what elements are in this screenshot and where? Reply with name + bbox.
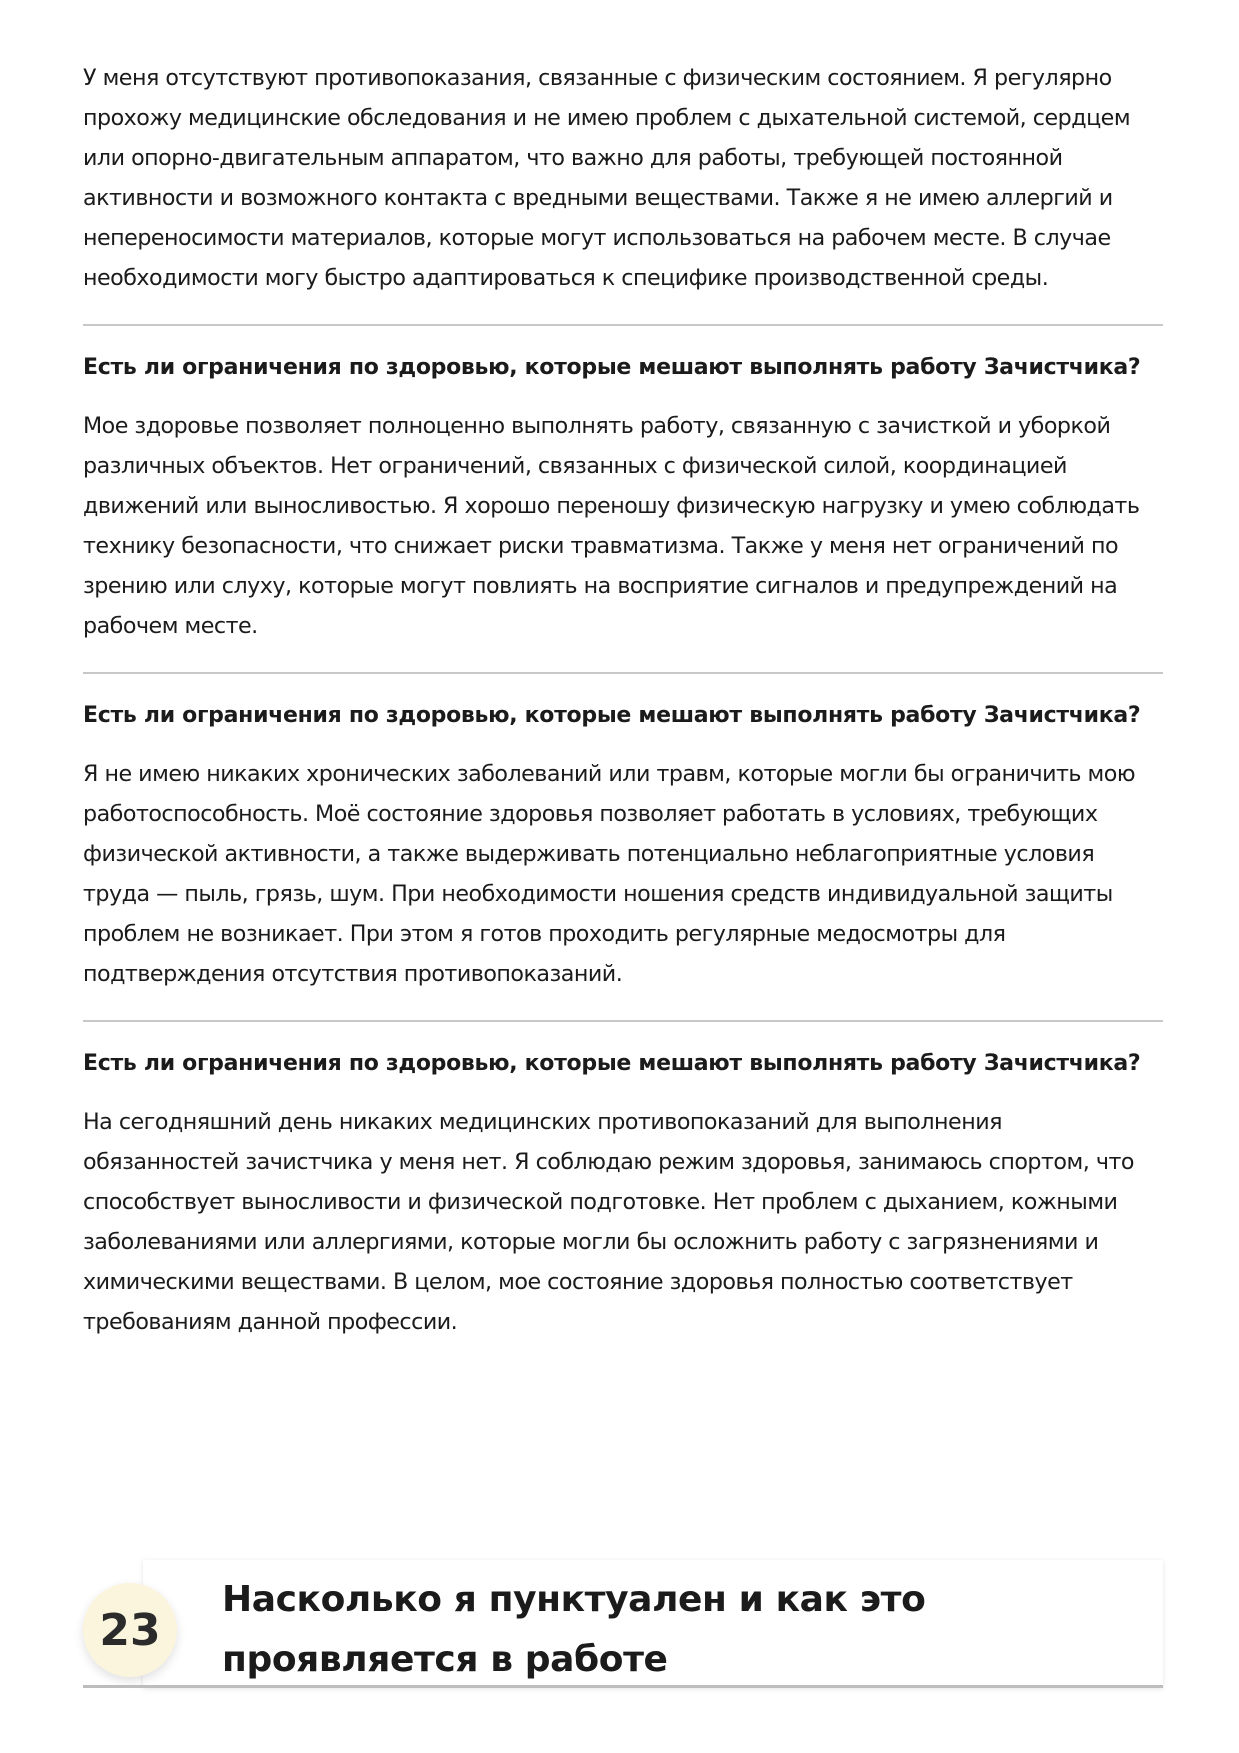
section-header xyxy=(83,1550,1163,1688)
answer-paragraph: Мое здоровье позволяет полноценно выполнять работу, связанную с зачисткой и уборкой различных объектов. Нет ограничений, связанных с физической силой, координацией движений или выносливостью. Я хорошо переношу физическую нагрузку и умею соблюдать технику безопасности, что снижает риски травматизма. Также у меня нет ограничений по зрению или слуху, которые могут повлиять на восприятие сигналов и предупреждений на рабочем месте. xyxy=(83,413,1140,639)
section-title: Насколько я пунктуален и как это проявляется в работе xyxy=(222,1579,926,1680)
divider xyxy=(83,324,1163,326)
document-body xyxy=(83,58,1163,1342)
divider xyxy=(83,1020,1163,1022)
question-heading: Есть ли ограничения по здоровью, которые мешают выполнять работу Зачистчика? xyxy=(83,355,1141,380)
section-underline xyxy=(83,1685,1163,1688)
question-heading: Есть ли ограничения по здоровью, которые мешают выполнять работу Зачистчика? xyxy=(83,1051,1141,1076)
question-heading: Есть ли ограничения по здоровью, которые мешают выполнять работу Зачистчика? xyxy=(83,703,1141,728)
answer-paragraph: Я не имею никаких хронических заболеваний или травм, которые могли бы ограничить мою работоспособность. Моё состояние здоровья позволяет работать в условиях, требующих физической активности, а также выдерживать потенциально неблагоприятные условия труда — пыль, грязь, шум. При необходимости ношения средств индивидуальной защиты проблем не возникает. При этом я готов проходить регулярные медосмотры для подтверждения отсутствия противопоказаний. xyxy=(83,761,1136,987)
answer-paragraph: На сегодняшний день никаких медицинских противопоказаний для выполнения обязанностей зачистчика у меня нет. Я соблюдаю режим здоровья, занимаюсь спортом, что способствует выносливости и физической подготовке. Нет проблем с дыханием, кожными заболеваниями или аллергиями, которые могли бы осложнить работу с загрязнениями и химическими веществами. В целом, мое состояние здоровья полностью соответствует требованиям данной профессии. xyxy=(83,1109,1134,1335)
section-number-badge: 23 xyxy=(83,1583,177,1677)
divider xyxy=(83,672,1163,674)
answer-paragraph: У меня отсутствуют противопоказания, связанные с физическим состоянием. Я регулярно прохожу медицинские обследования и не имею проблем с дыхательной системой, сердцем или опорно-двигательным аппаратом, что важно для работы, требующей постоянной активности и возможного контакта с вредными веществами. Также я не имею аллергий и непереносимости материалов, которые могут использоваться на рабочем месте. В случае необходимости могу быстро адаптироваться к специфике производственной среды. xyxy=(83,65,1131,291)
